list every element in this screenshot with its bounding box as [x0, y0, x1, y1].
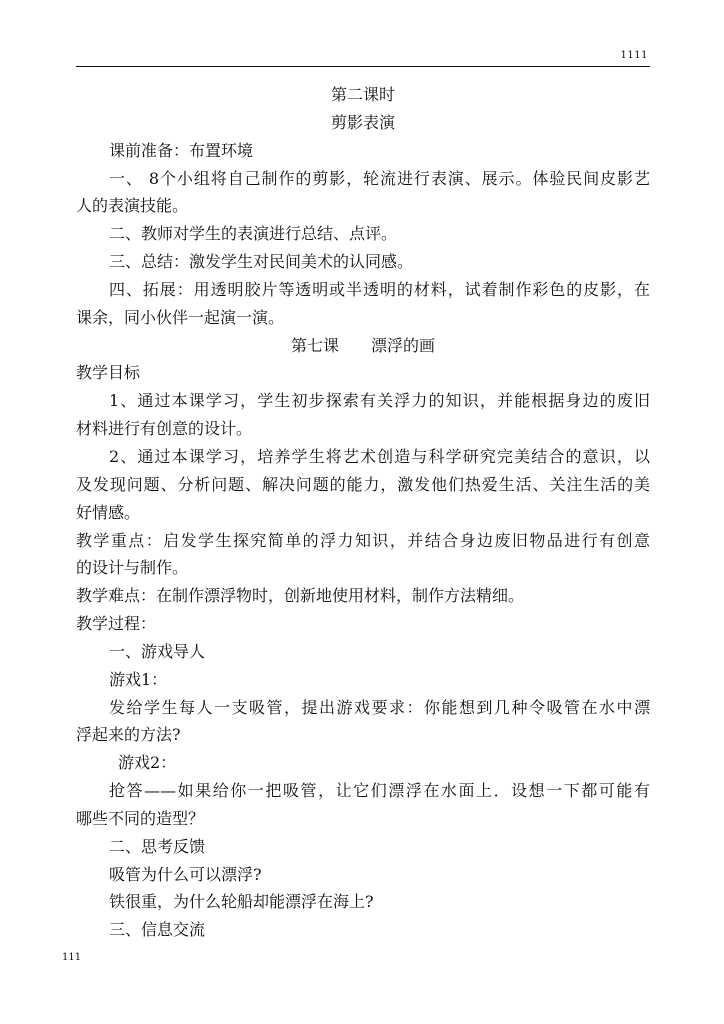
text-line: 好情感。 — [76, 502, 141, 522]
text-line: 的设计与制作。 — [76, 558, 189, 578]
text-line: 教学过程： — [76, 614, 157, 634]
text-line: 2、通过本课学习，培养学生将艺术创造与科学研究完美结合的意识，以 — [109, 446, 650, 466]
text-line: 抢答——如果给你一把吸管，让它们漂浮在水面上．设想一下都可能有 — [109, 781, 650, 801]
text-line: 教学难点：在制作漂浮物时，创新地使用材料，制作方法精细。 — [76, 586, 525, 606]
section-heading: 第七课 漂浮的画 — [290, 335, 435, 355]
text-line: 教学重点：启发学生探究简单的浮力知识，并结合身边废旧物品进行有创意 — [76, 530, 650, 550]
header-page-number: 1111 — [620, 50, 648, 61]
text-line: 游戏2： — [118, 753, 177, 773]
text-line: 一、游戏导人 — [109, 641, 206, 661]
section-heading: 第二课时 — [330, 85, 395, 104]
text-line: 教学目标 — [76, 363, 141, 383]
text-line: 课前准备：布置环境 — [109, 140, 254, 160]
text-line: 二、教师对学生的表演进行总结、点评。 — [109, 224, 398, 244]
text-line: 游戏1： — [109, 669, 168, 689]
header-rule — [76, 66, 650, 67]
text-line: 一、 8个小组将自己制作的剪影，轮流进行表演、展示。体验民间皮影艺 — [109, 168, 650, 188]
text-line: 材料进行有创意的设计。 — [76, 419, 253, 439]
text-line: 发给学生每人一支吸管，提出游戏要求：你能想到几种令吸管在水中漂 — [109, 697, 650, 717]
section-heading: 剪影表演 — [330, 112, 395, 132]
text-line: 浮起来的方法? — [76, 725, 181, 745]
text-line: 哪些不同的造型？ — [76, 808, 205, 828]
text-line: 二、思考反馈 — [109, 836, 206, 856]
text-line: 课余，同小伙伴一起演一演。 — [76, 307, 285, 327]
text-line: 四、拓展：用透明胶片等透明或半透明的材料，试着制作彩色的皮影，在 — [109, 279, 650, 299]
document-body — [76, 81, 650, 944]
footer-page-number: 111 — [62, 952, 82, 963]
text-line: 1、通过本课学习，学生初步探索有关浮力的知识，并能根据身边的废旧 — [109, 391, 650, 411]
text-line: 三、总结：激发学生对民间美术的认同感。 — [109, 252, 414, 272]
text-line: 三、信息交流 — [109, 920, 206, 940]
text-line: 及发现问题、分析问题、解决问题的能力，激发他们热爱生活、关注生活的美 — [76, 474, 650, 494]
text-line: 人的表演技能。 — [76, 196, 189, 216]
text-line: 吸管为什么可以漂浮? — [109, 864, 262, 884]
text-line: 铁很重，为什么轮船却能漂浮在海上? — [109, 892, 374, 912]
